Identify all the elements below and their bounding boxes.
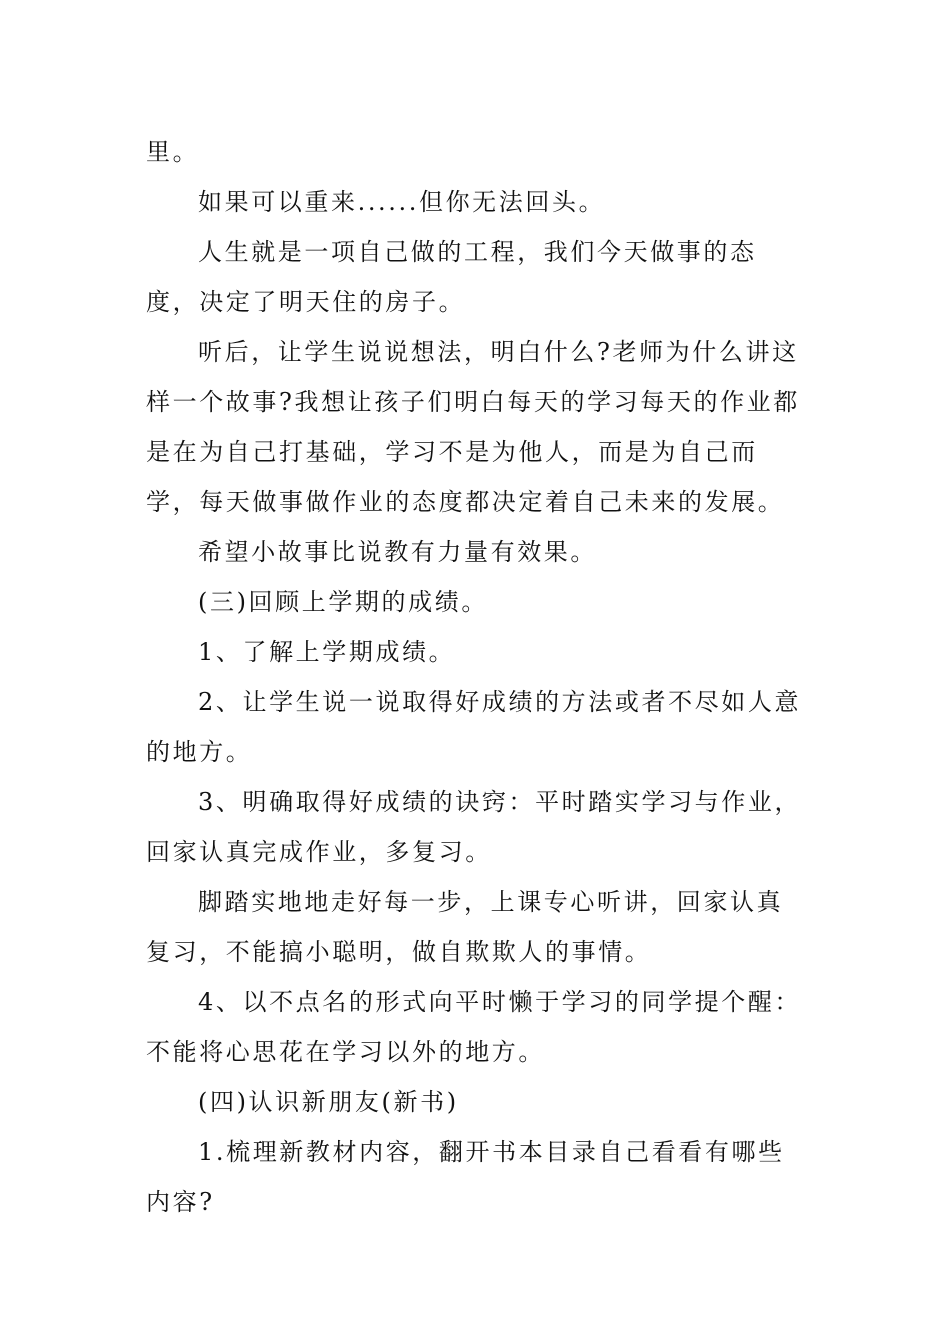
paragraph-restart: 如果可以重来......但你无法回头。 [198,188,606,216]
paragraph-after-listening: 听后，让学生说说想法，明白什么?老师为什么讲这样一个故事?我想让孩子们明白每天的学习每天的作业都是在为自己打基础，学习不是为他人，而是为自己而学，每天做事做作业的态度都决定着自己未来的发展。 [146,338,800,516]
section-heading-new-books: (四)认识新朋友(新书) [198,1088,459,1116]
section-heading-review: (三)回顾上学期的成绩。 [198,588,488,616]
paragraph-hope: 希望小故事比说教有力量有效果。 [198,538,597,566]
list-item-1: 1、了解上学期成绩。 [198,638,456,666]
paragraph-continuation: 里。 [146,138,200,166]
list-item-new-1: 1.梳理新教材内容，翻开书本目录自己看看有哪些内容? [146,1138,785,1216]
paragraph-life-project: 人生就是一项自己做的工程，我们今天做事的态度，决定了明天住的房子。 [146,238,757,316]
list-item-3: 3、明确取得好成绩的诀窍：平时踏实学习与作业，回家认真完成作业，多复习。 [146,788,802,866]
list-item-2: 2、让学生说一说取得好成绩的方法或者不尽如人意的地方。 [146,688,802,766]
paragraph-steady-steps: 脚踏实地地走好每一步，上课专心听讲，回家认真复习，不能搞小聪明，做自欺欺人的事情。 [146,888,784,966]
list-item-4: 4、以不点名的形式向平时懒于学习的同学提个醒：不能将心思花在学习以外的地方。 [146,988,802,1066]
